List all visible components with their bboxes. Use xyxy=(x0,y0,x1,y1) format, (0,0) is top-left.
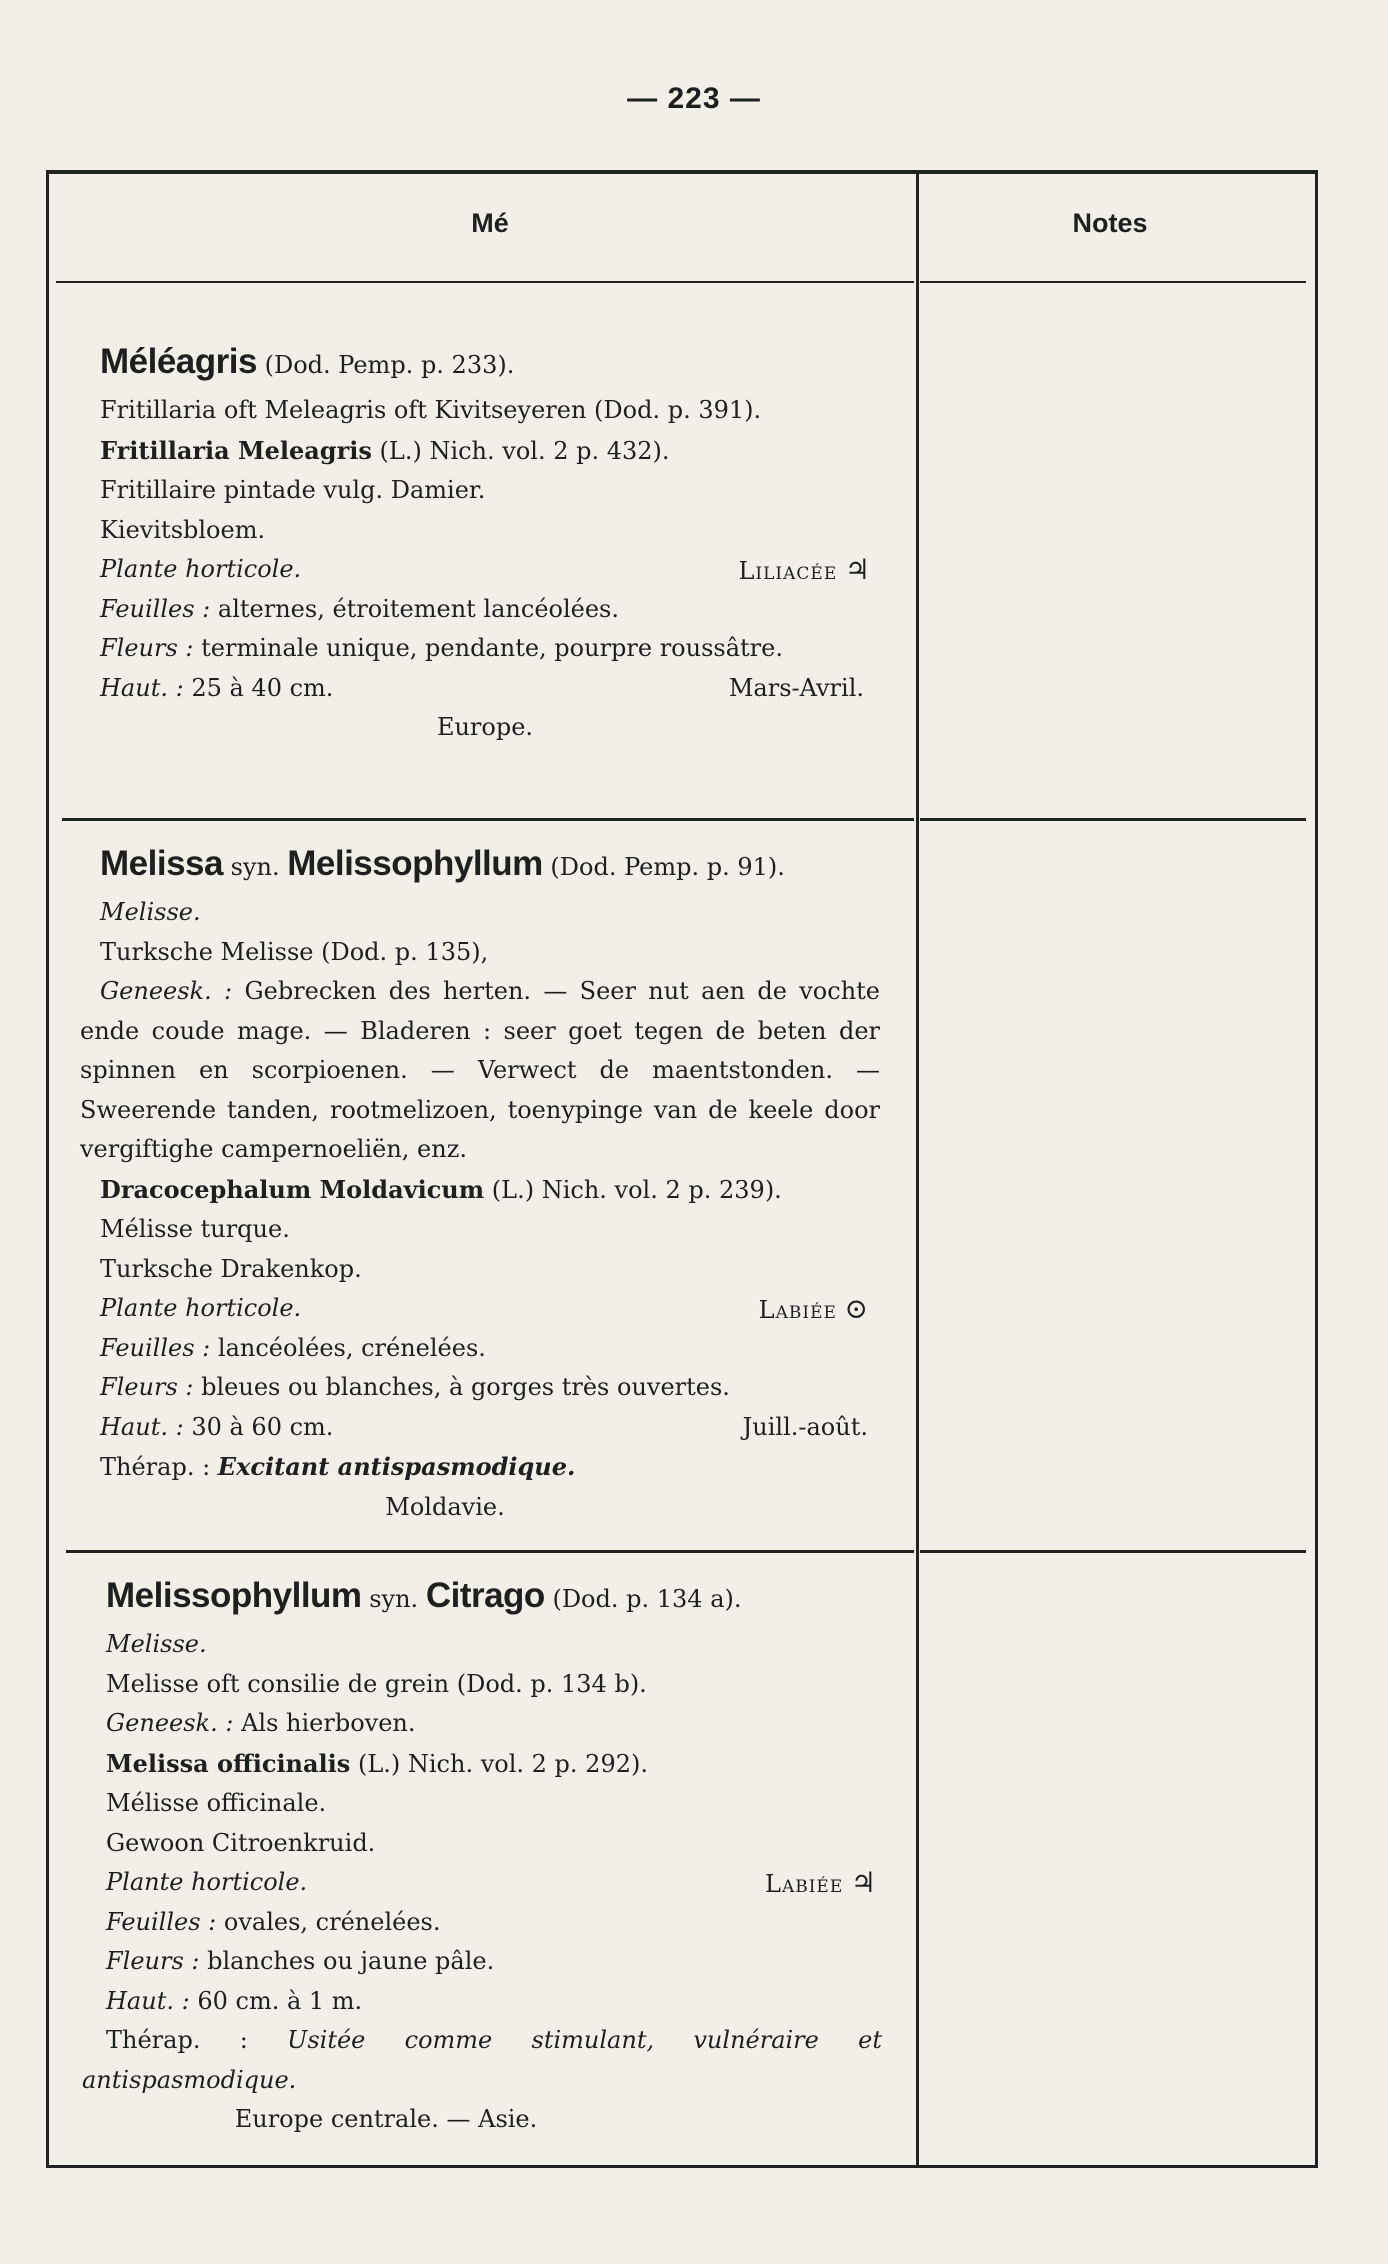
fleurs-label: Fleurs : xyxy=(100,634,194,662)
reference: (Dod. Pemp. p. 91). xyxy=(550,853,785,881)
plante-label: Plante horticole. xyxy=(100,555,302,583)
geneesk-label: Geneesk. : xyxy=(100,977,233,1005)
scientific-name: Melissa officinalis xyxy=(106,1748,351,1778)
season: Juill.-août. xyxy=(742,1412,868,1441)
family: Labiée xyxy=(758,1296,837,1324)
family: Labiée xyxy=(765,1870,844,1898)
perennial-symbol-icon: ♃ xyxy=(850,1866,876,1899)
therap-label: Thérap. : xyxy=(100,1453,211,1481)
geneesk-label: Geneesk. : xyxy=(106,1709,234,1737)
syn-label: syn. xyxy=(369,1585,419,1613)
alt-name: Melisse oft consilie de grein (Dod. p. 134 b). xyxy=(106,1669,647,1698)
feuilles-value: ovales, crénelées. xyxy=(223,1907,441,1936)
vernacular-name: Mélisse officinale. xyxy=(106,1789,327,1817)
feuilles-label: Feuilles : xyxy=(100,594,211,623)
column-header-main: Mé xyxy=(471,208,509,238)
haut-label: Haut. : xyxy=(106,1986,190,2015)
headword-synonym: Melissophyllum xyxy=(287,844,543,883)
vernacular-name: Gewoon Citroenkruid. xyxy=(106,1828,376,1857)
feuilles-value: alternes, étroitement lancéolées. xyxy=(217,594,619,623)
haut-value: 25 à 40 cm. xyxy=(191,673,334,702)
headword: Melissophyllum xyxy=(106,1576,362,1615)
fleurs-label: Fleurs : xyxy=(100,1373,194,1401)
family: Liliacée xyxy=(738,557,838,585)
annual-symbol-icon: ⊙ xyxy=(844,1292,868,1325)
region: Moldavie. xyxy=(385,1492,505,1521)
page-number: — 223 — xyxy=(627,82,761,115)
feuilles-label: Feuilles : xyxy=(100,1333,211,1362)
fleurs-label: Fleurs : xyxy=(106,1947,200,1975)
perennial-symbol-icon: ♃ xyxy=(844,553,870,586)
fleurs-value: blanches ou jaune pâle. xyxy=(207,1947,495,1975)
reference: (Dod. Pemp. p. 233). xyxy=(264,351,515,379)
notes-separator xyxy=(920,1550,1306,1553)
season: Mars-Avril. xyxy=(728,673,864,702)
reference: (Dod. p. 134 a). xyxy=(552,1585,742,1613)
scientific-ref: (L.) Nich. vol. 2 p. 239). xyxy=(491,1175,782,1204)
scientific-ref: (L.) Nich. vol. 2 p. 292). xyxy=(357,1749,648,1778)
syn-label: syn. xyxy=(230,853,280,881)
entry-separator xyxy=(62,818,914,821)
haut-value: 30 à 60 cm. xyxy=(191,1412,334,1441)
region: Europe. xyxy=(436,713,534,741)
therap-label: Thérap. : xyxy=(106,2026,248,2054)
geneesk-text: Gebrecken des herten. — Seer nut aen de vochte ende coude mage. — Bladeren : seer goet tegen de beten der spinnen en scorpioenen. — Verwect de maentstonden. — Sweerende tanden, rootmelizoen, toenypinge van de keele door vergiftighe campernoeliën, enz. xyxy=(80,977,880,1163)
fleurs-value: terminale unique, pendante, pourpre roussâtre. xyxy=(201,634,783,662)
haut-label: Haut. : xyxy=(100,673,184,702)
vernacular-name: Mélisse turque. xyxy=(100,1215,290,1243)
scientific-name: Fritillaria Meleagris xyxy=(100,435,372,465)
entry-melissa xyxy=(80,838,900,1527)
scientific-ref: (L.) Nich. vol. 2 p. 432). xyxy=(379,436,670,465)
therap-value: Excitant antispasmodique. xyxy=(217,1452,576,1481)
header-rule-right xyxy=(920,281,1306,283)
fleurs-value: bleues ou blanches, à gorges très ouvertes. xyxy=(201,1373,730,1401)
entry-meleagris xyxy=(100,336,870,748)
scientific-name: Dracocephalum Moldavicum xyxy=(100,1174,485,1204)
notes-separator xyxy=(920,818,1306,821)
alt-name-italic: Melisse. xyxy=(106,1630,207,1658)
alt-name: Turksche Melisse (Dod. p. 135), xyxy=(100,937,489,966)
feuilles-value: lancéolées, crénelées. xyxy=(217,1333,486,1362)
column-divider xyxy=(916,174,919,2168)
headword-synonym: Citrago xyxy=(425,1576,545,1615)
therap-value: Usitée comme stimulant, vulnéraire et antispasmodique. xyxy=(82,2026,882,2094)
alt-name: Fritillaria oft Meleagris oft Kivitseyeren (Dod. p. 391). xyxy=(100,396,762,424)
vernacular-name: Fritillaire pintade vulg. Damier. xyxy=(100,476,486,504)
header-rule-left xyxy=(56,281,914,283)
vernacular-name: Kievitsbloem. xyxy=(100,515,266,544)
vernacular-name: Turksche Drakenkop. xyxy=(100,1254,362,1283)
geneesk-text: Als hierboven. xyxy=(241,1709,416,1737)
haut-value: 60 cm. à 1 m. xyxy=(197,1986,363,2015)
headword: Melissa xyxy=(100,844,223,883)
column-header-notes: Notes xyxy=(1072,208,1148,238)
headword: Méléagris xyxy=(100,342,257,381)
alt-name-italic: Melisse. xyxy=(100,898,201,926)
region: Europe centrale. — Asie. xyxy=(234,2105,538,2133)
plante-label: Plante horticole. xyxy=(106,1868,308,1896)
haut-label: Haut. : xyxy=(100,1412,184,1441)
entry-melissophyllum xyxy=(82,1570,906,2140)
feuilles-label: Feuilles : xyxy=(106,1907,217,1936)
plante-label: Plante horticole. xyxy=(100,1294,302,1322)
entry-separator xyxy=(66,1550,914,1553)
